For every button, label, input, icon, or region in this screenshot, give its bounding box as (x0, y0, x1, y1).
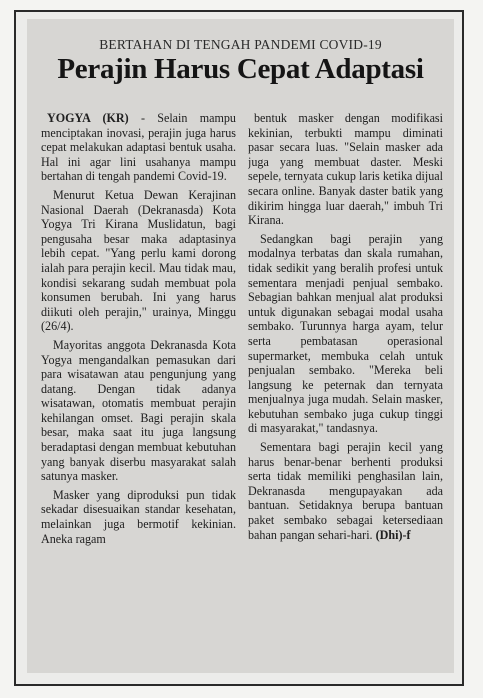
paragraph-text: Sementara bagi perajin kecil yang harus benar-benar berhenti produksi serta tidak memiliki penghasilan lain, Dekranasda mengupayakan ada bantuan. Setidaknya berupa bantuan paket sembako sebagai ketersediaan bahan pangan sehari-hari. (248, 440, 443, 542)
article-headline: Perajin Harus Cepat Adaptasi (57, 53, 424, 85)
article-kicker: BERTAHAN DI TENGAH PANDEMI COVID-19 (99, 37, 382, 52)
author-signoff: (Dhi)-f (375, 527, 411, 542)
paragraph: Mayoritas anggota Dekranasda Kota Yogya mengandalkan pemasukan dari para wisatawan atau pengunjung yang datang. Dengan tidak adanya wisatawan, otomatis membuat perajin kehilangan omset. Bagi perajin skala besar, maka saat itu juga langsung beradaptasi dengan membuat kebutuhan yang banyak diserbu masyarakat salah satunya masker. (41, 337, 236, 484)
paragraph: Menurut Ketua Dewan Kerajinan Nasional Daerah (Dekranasda) Kota Yogya Tri Kirana Muslidatun, bagi pengusaha besar maka adaptasinya lebih cepat. "Yang perlu kami dorong ialah para perajin kecil. Mau tidak mau, kondisi sekarang sudah membuat pola konsumen berubah. Ini yang harus diikuti oleh perajin," urainya, Minggu (26/4). (41, 187, 236, 334)
column-left (41, 111, 236, 667)
dateline: YOGYA (KR) (47, 111, 129, 125)
paragraph: Sedangkan bagi perajin yang modalnya terbatas dan skala rumahan, tidak sedikit yang beralih profesi untuk sementara menjadi penjual sembako. Sebagian bahkan menjual alat produksi untuk digunakan sebagai modal usaha sembako. Turunnya harga ayam, telur serta pembatasan operasional supermarket, membuka celah untuk penjualan sembako. "Mereka beli langsung ke peternak dan ternyata menjualnya juga mudah. Selain masker, kebutuhan sembako juga cukup tinggi di masyarakat," tandasnya. (248, 231, 443, 436)
article-body (41, 111, 444, 667)
paragraph-text: - Selain mampu menciptakan inovasi, perajin juga harus cepat melakukan adaptasi bentuk usaha. Hal ini agar lini usahanya mampu bertahan di tengah pandemi Covid-19. (41, 111, 236, 184)
paragraph: Masker yang diproduksi pun tidak sekadar disesuaikan standar kesehatan, melainkan juga bermotif kekinian. Aneka ragam (41, 487, 236, 546)
paragraph: bentuk masker dengan modifikasi kekinian, terbukti mampu diminati pasar secara luas. "Selain masker ada juga yang membuat daster. Meski sepele, ternyata cukup laris ketika dijual secara online. Banyak daster batik yang dikirim hingga luar daerah," imbuh Tri Kirana. (248, 111, 443, 228)
paragraph (248, 440, 443, 542)
column-right (248, 111, 443, 667)
newspaper-clipping (27, 19, 454, 673)
paragraph (41, 111, 236, 184)
